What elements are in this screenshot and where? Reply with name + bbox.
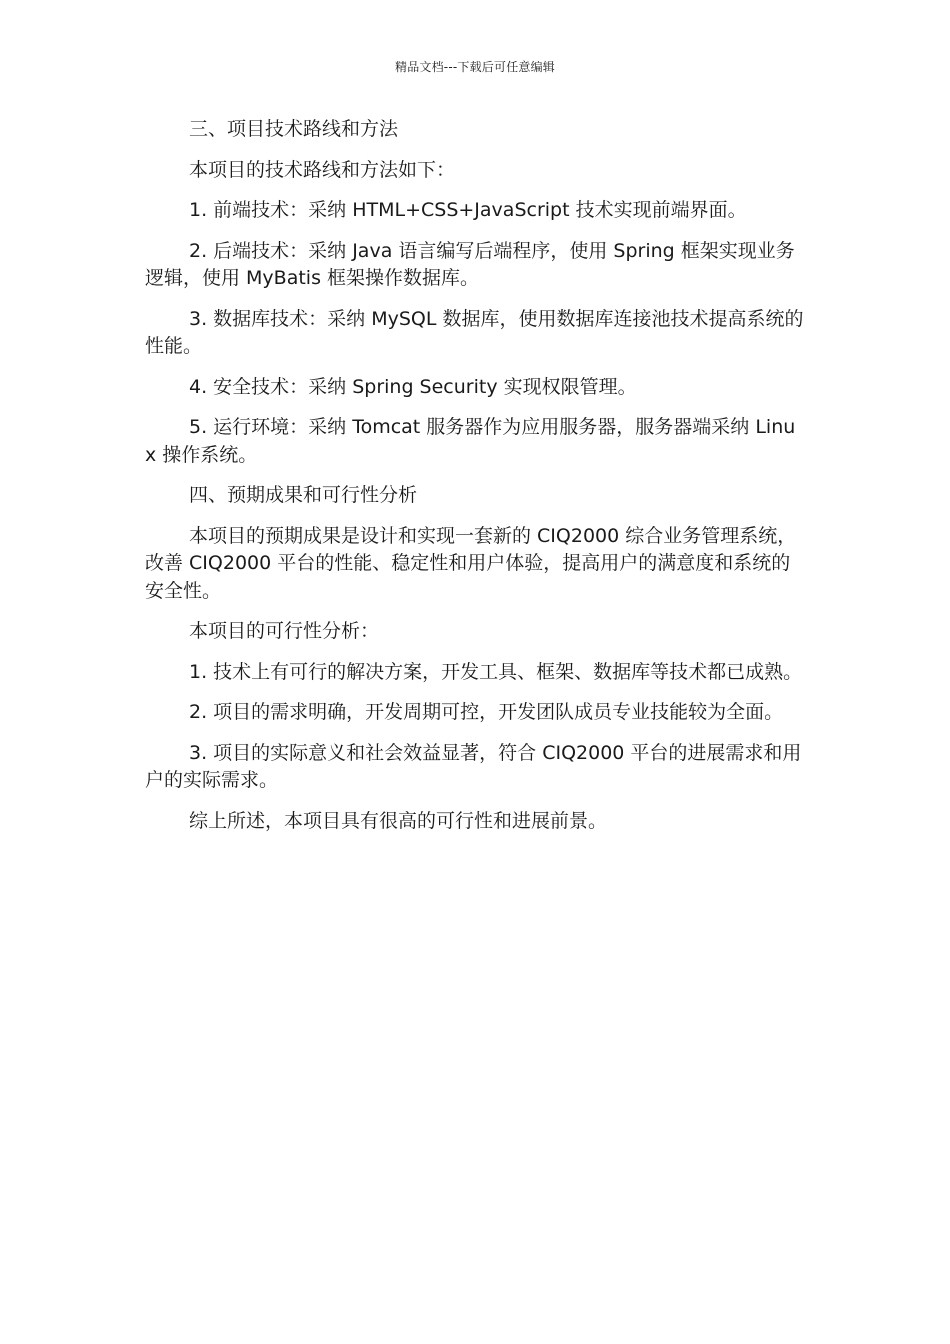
list-item-database: 3. 数据库技术：采纳 MySQL 数据库，使用数据库连接池技术提高系统的性能。 <box>145 307 804 357</box>
paragraph-feasibility-intro: 本项目的可行性分析： <box>189 620 380 642</box>
document-body <box>145 116 805 848</box>
list-item-feasibility-requirements: 2. 项目的需求明确，开发周期可控，开发团队成员专业技能较为全面。 <box>189 701 784 723</box>
section-heading-expected-results: 四、预期成果和可行性分析 <box>189 484 418 506</box>
list-item-backend: 2. 后端技术：采纳 Java 语言编写后端程序，使用 Spring 框架实现业务逻辑，使用 MyBatis 框架操作数据库。 <box>145 239 795 289</box>
list-item-runtime: 5. 运行环境：采纳 Tomcat 服务器作为应用服务器，服务器端采纳 Linux 操作系统。 <box>145 416 796 466</box>
list-item-frontend: 1. 前端技术：采纳 HTML+CSS+JavaScript 技术实现前端界面。 <box>189 199 747 221</box>
list-item-security: 4. 安全技术：采纳 Spring Security 实现权限管理。 <box>189 375 637 398</box>
paragraph-route-intro: 本项目的技术路线和方法如下： <box>189 158 456 181</box>
paragraph-conclusion: 综上所述，本项目具有很高的可行性和进展前景。 <box>189 809 608 832</box>
paragraph-expected-results: 本项目的预期成果是设计和实现一套新的 CIQ2000 综合业务管理系统，改善 CIQ2000 平台的性能、稳定性和用户体验，提高用户的满意度和系统的安全性。 <box>145 524 797 602</box>
list-item-feasibility-significance: 3. 项目的实际意义和社会效益显著，符合 CIQ2000 平台的进展需求和用户的实际需求。 <box>145 741 802 791</box>
section-heading-technical-route: 三、项目技术路线和方法 <box>189 118 399 140</box>
list-item-feasibility-tech: 1. 技术上有可行的解决方案，开发工具、框架、数据库等技术都已成熟。 <box>189 660 803 683</box>
page-header: 精品文档---下载后可任意编辑 <box>395 60 555 74</box>
